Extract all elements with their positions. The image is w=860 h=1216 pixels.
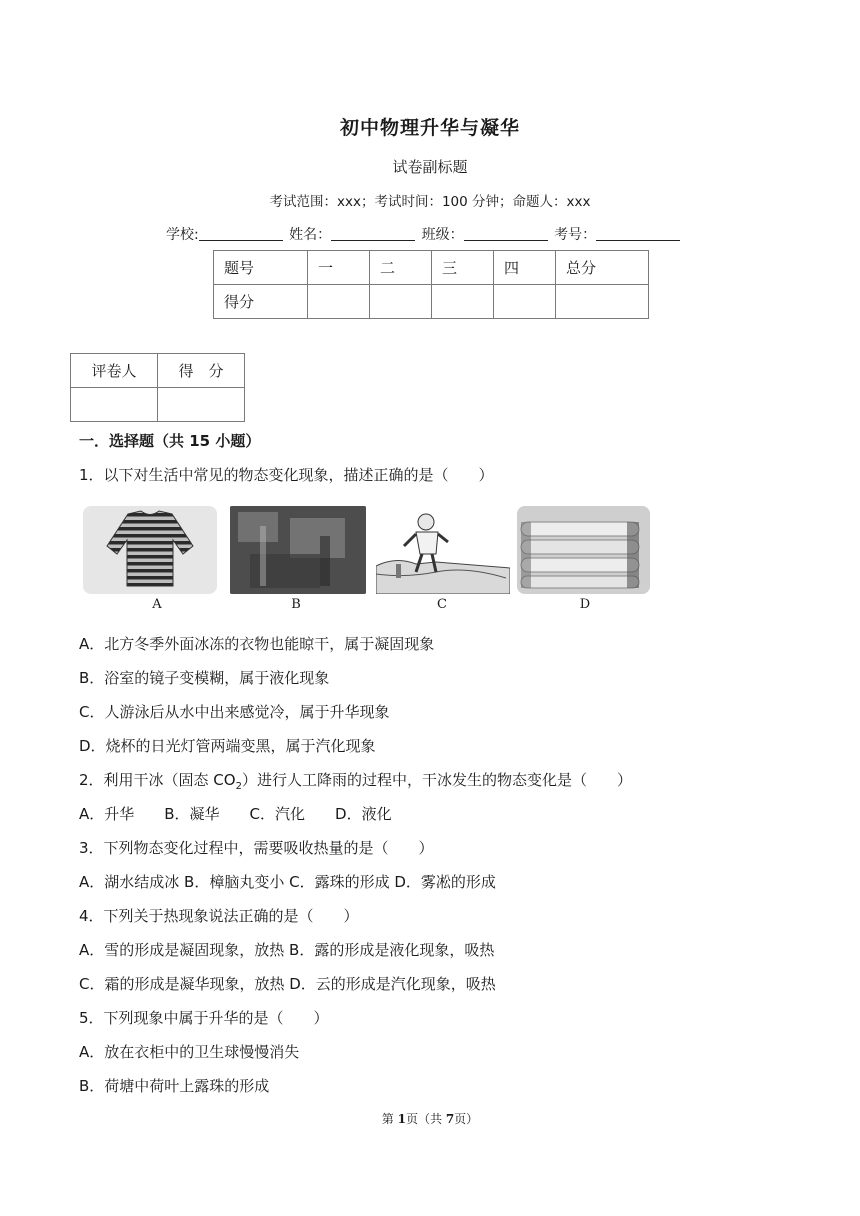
q1-option-b[interactable]: B．浴室的镜子变模糊，属于液化现象 (79, 669, 330, 687)
section-heading: 一．选择题（共 15 小题） (79, 432, 261, 450)
q3-options[interactable]: A．湖水结成冰 B．樟脑丸变小 C．露珠的形成 D．雾凇的形成 (79, 873, 496, 891)
q2-options[interactable]: A．升华 B．凝华 C．汽化 D．液化 (79, 805, 392, 823)
q5-option-a[interactable]: A．放在衣柜中的卫生球慢慢消失 (79, 1043, 300, 1061)
student-fields (166, 224, 682, 244)
grader-score-label: 得 分 (158, 354, 245, 388)
score-cell[interactable] (432, 285, 494, 319)
sweater-image (83, 506, 217, 594)
footer-text: 页（共 (405, 1112, 446, 1126)
grader-table (70, 353, 245, 422)
footer-total-pages: 7 (445, 1112, 455, 1126)
score-table-header-row (214, 251, 649, 285)
footer-text: 第 (381, 1112, 398, 1126)
score-header-cell: 一 (308, 251, 370, 285)
image-label-b: B (291, 597, 301, 612)
score-table-score-row (214, 285, 649, 319)
image-label-c: C (437, 597, 447, 612)
page-footer (0, 1110, 860, 1127)
exam-no-label: 考号： (554, 227, 597, 243)
score-header-cell: 三 (432, 251, 494, 285)
image-label-a: A (152, 597, 162, 612)
q1-option-d[interactable]: D．烧杯的日光灯管两端变黑，属于汽化现象 (79, 737, 376, 755)
fluorescent-tubes-image (517, 506, 650, 594)
score-cell[interactable] (308, 285, 370, 319)
swimmer-image (376, 506, 510, 594)
page-title: 初中物理升华与凝华 (339, 117, 520, 139)
name-blank[interactable] (331, 226, 415, 241)
q2-stem-subscript: 2 (235, 781, 242, 792)
score-cell[interactable] (556, 285, 649, 319)
score-header-cell: 二 (370, 251, 432, 285)
foggy-mirror-image (230, 506, 366, 594)
score-table (213, 250, 649, 319)
footer-page-number: 1 (397, 1112, 406, 1126)
question-5-stem: 5．下列现象中属于升华的是（ ） (79, 1009, 329, 1027)
name-label: 姓名： (289, 227, 332, 243)
question-4-stem: 4．下列关于热现象说法正确的是（ ） (79, 907, 359, 925)
grader-score-cell[interactable] (158, 388, 245, 422)
q1-option-a[interactable]: A．北方冬季外面冰冻的衣物也能晾干，属于凝固现象 (79, 635, 435, 653)
image-label-d: D (579, 597, 591, 612)
grader-label: 评卷人 (71, 354, 158, 388)
class-blank[interactable] (464, 226, 548, 241)
q4-options-row-1[interactable]: A．雪的形成是凝固现象，放热 B．露的形成是液化现象，吸热 (79, 941, 495, 959)
q1-option-c[interactable]: C．人游泳后从水中出来感觉冷，属于升华现象 (79, 703, 390, 721)
class-label: 班级： (421, 227, 464, 243)
score-cell[interactable] (370, 285, 432, 319)
score-cell[interactable] (494, 285, 556, 319)
q4-options-row-2[interactable]: C．霜的形成是凝华现象，放热 D．云的形成是汽化现象，吸热 (79, 975, 496, 993)
question-1-stem: 1．以下对生活中常见的物态变化现象，描述正确的是（ ） (79, 466, 494, 484)
exam-info: 考试范围：xxx；考试时间：100 分钟；命题人：xxx (269, 194, 591, 210)
q5-option-b[interactable]: B．荷塘中荷叶上露珠的形成 (79, 1077, 270, 1095)
exam-no-blank[interactable] (596, 226, 680, 241)
grader-cell[interactable] (71, 388, 158, 422)
footer-text: 页） (454, 1112, 479, 1126)
q2-stem-after: ）进行人工降雨的过程中，干冰发生的物态变化是（ ） (241, 771, 632, 789)
score-header-cell: 题号 (214, 251, 308, 285)
q2-stem-before: 2．利用干冰（固态 CO (79, 771, 236, 789)
school-blank[interactable] (199, 226, 283, 241)
score-row-label: 得分 (214, 285, 308, 319)
score-header-cell: 四 (494, 251, 556, 285)
question-2-stem (79, 769, 632, 792)
score-header-cell: 总分 (556, 251, 649, 285)
page-subtitle: 试卷副标题 (392, 158, 468, 176)
question-3-stem: 3．下列物态变化过程中，需要吸收热量的是（ ） (79, 839, 434, 857)
school-label: 学校: (166, 227, 199, 243)
